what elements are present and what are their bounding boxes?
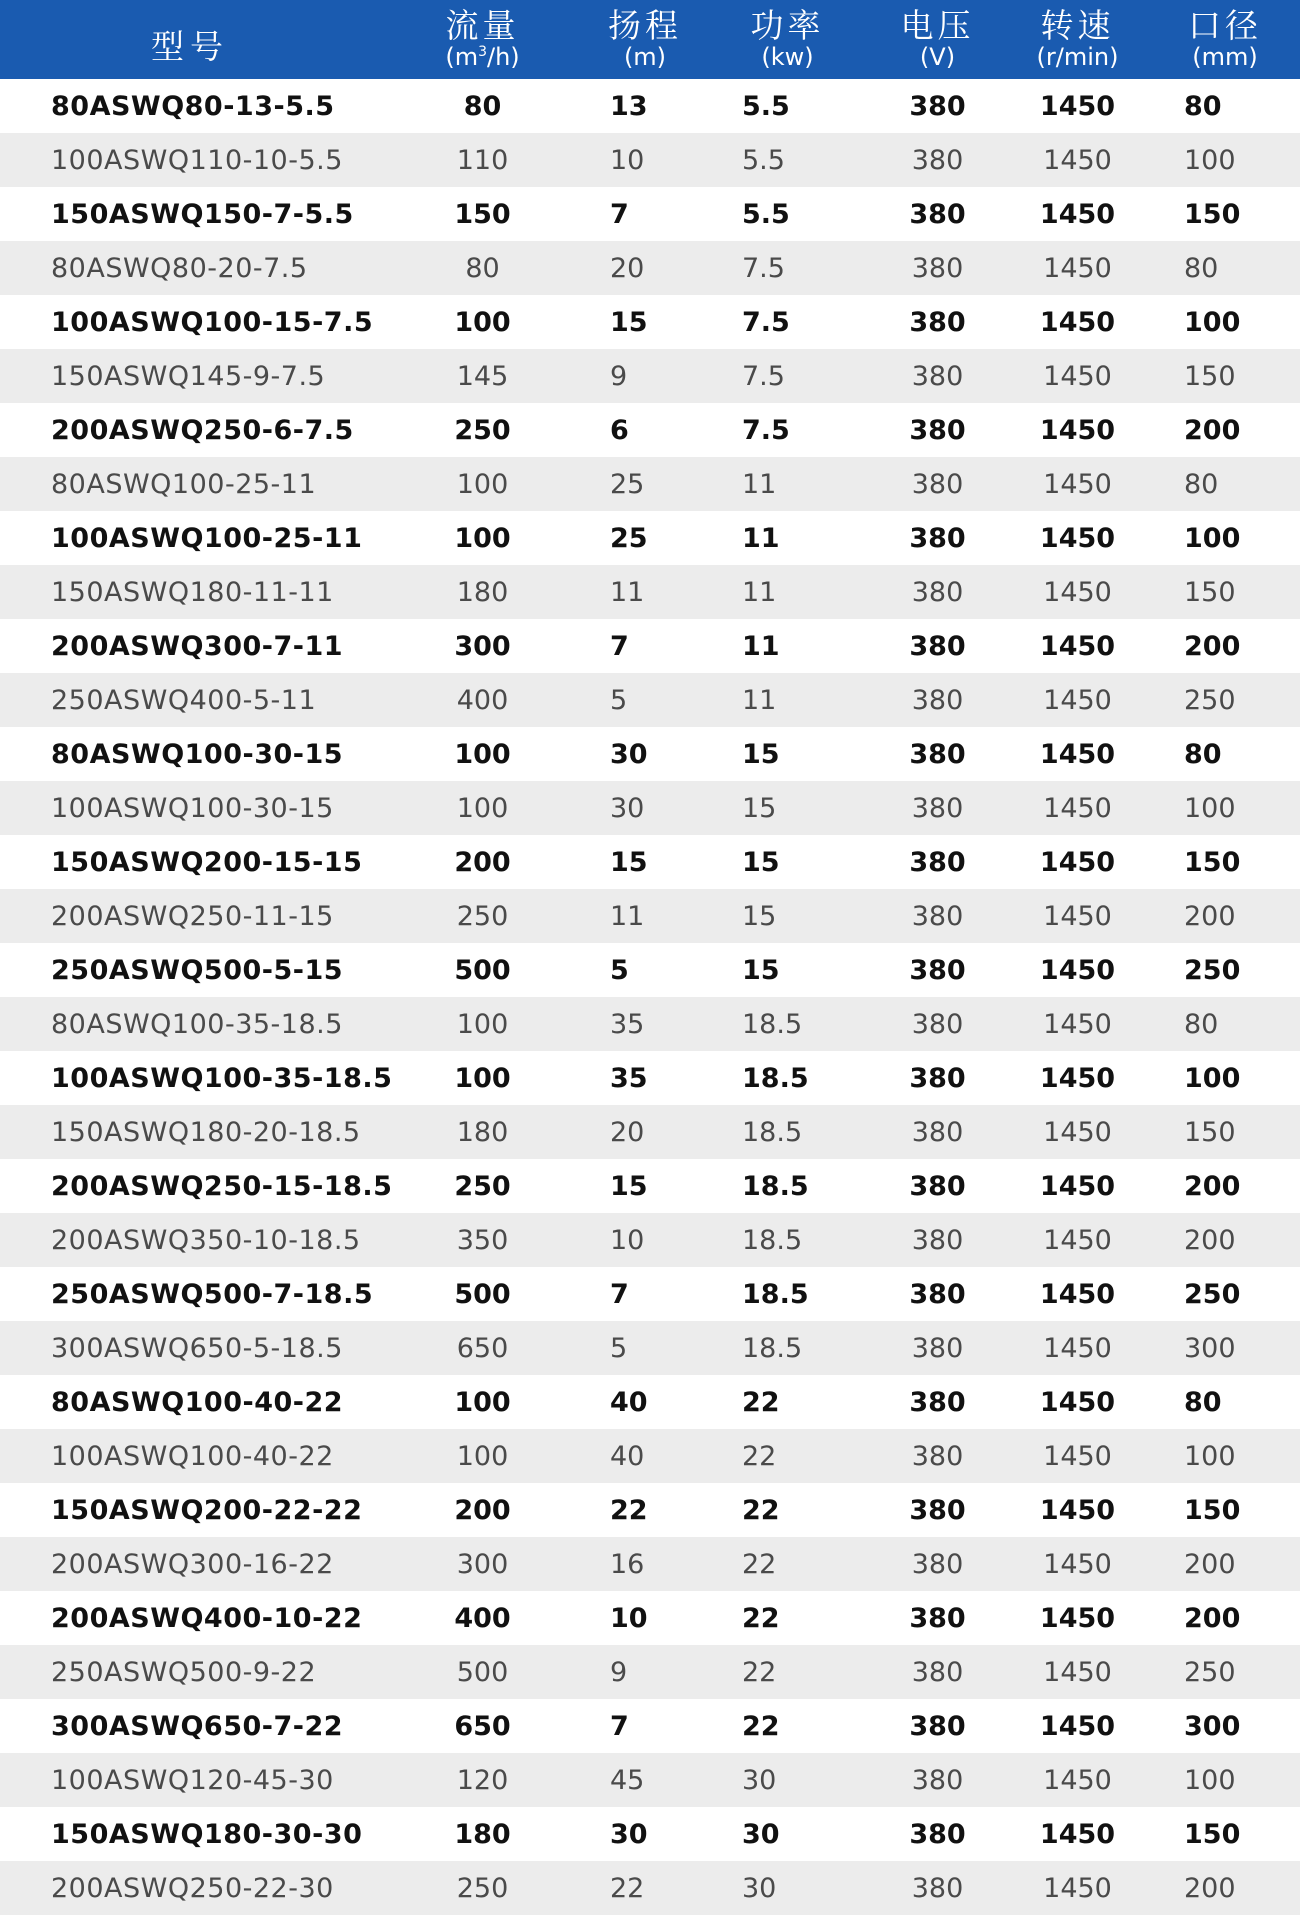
cell-flow: 180	[456, 1116, 509, 1148]
cell-power: 18.5	[742, 1062, 809, 1094]
cell-speed: 1450	[1039, 1170, 1116, 1202]
cell-voltage: 380	[909, 306, 966, 338]
cell-speed: 1450	[1039, 1278, 1116, 1310]
cell-model: 100ASWQ100-40-22	[51, 1440, 334, 1472]
table-row	[0, 1051, 1300, 1105]
cell-power: 5.5	[742, 90, 790, 122]
cell-speed: 1450	[1039, 306, 1116, 338]
cell-model: 100ASWQ110-10-5.5	[51, 144, 343, 176]
cell-speed: 1450	[1039, 198, 1116, 230]
cell-head: 15	[610, 846, 648, 878]
cell-power: 18.5	[742, 1224, 803, 1256]
cell-power: 18.5	[742, 1278, 809, 1310]
cell-head: 5	[610, 684, 628, 716]
cell-head: 20	[610, 252, 645, 284]
cell-power: 7.5	[742, 414, 790, 446]
cell-model: 80ASWQ100-25-11	[51, 468, 317, 500]
cell-bore: 150	[1184, 846, 1241, 878]
cell-power: 11	[742, 630, 780, 662]
cell-power: 15	[742, 846, 780, 878]
cell-speed: 1450	[1043, 252, 1112, 284]
table-body	[0, 79, 1300, 1915]
cell-head: 40	[610, 1386, 648, 1418]
cell-flow: 100	[454, 522, 511, 554]
table-row	[0, 565, 1300, 619]
cell-model: 150ASWQ200-15-15	[51, 846, 363, 878]
cell-speed: 1450	[1039, 1602, 1116, 1634]
cell-flow: 500	[454, 1278, 511, 1310]
table-row	[0, 349, 1300, 403]
cell-flow: 180	[456, 576, 509, 608]
cell-model: 250ASWQ400-5-11	[51, 684, 317, 716]
cell-speed: 1450	[1039, 1710, 1116, 1742]
cell-head: 13	[610, 90, 648, 122]
header-voltage-title: 电压	[900, 6, 975, 45]
cell-power: 22	[742, 1440, 777, 1472]
cell-voltage: 380	[909, 522, 966, 554]
cell-model: 200ASWQ250-11-15	[51, 900, 334, 932]
cell-model: 80ASWQ80-13-5.5	[51, 90, 335, 122]
cell-model: 200ASWQ250-6-7.5	[51, 414, 354, 446]
cell-speed: 1450	[1039, 522, 1116, 554]
cell-speed: 1450	[1039, 1062, 1116, 1094]
table-row	[0, 1591, 1300, 1645]
cell-model: 100ASWQ120-45-30	[51, 1764, 334, 1796]
table-row	[0, 1321, 1300, 1375]
cell-model: 100ASWQ100-30-15	[51, 792, 334, 824]
cell-model: 200ASWQ400-10-22	[51, 1602, 363, 1634]
cell-power: 30	[742, 1764, 777, 1796]
cell-speed: 1450	[1039, 90, 1116, 122]
table-row	[0, 1375, 1300, 1429]
header-power	[705, 0, 870, 79]
table-row	[0, 1861, 1300, 1915]
header-speed	[1005, 0, 1150, 79]
cell-voltage: 380	[909, 1710, 966, 1742]
header-row	[0, 0, 1300, 79]
cell-speed: 1450	[1039, 414, 1116, 446]
table-row	[0, 79, 1300, 133]
cell-bore: 250	[1184, 1278, 1241, 1310]
cell-bore: 150	[1184, 1116, 1236, 1148]
cell-speed: 1450	[1039, 738, 1116, 770]
cell-bore: 200	[1184, 1224, 1236, 1256]
cell-power: 22	[742, 1710, 780, 1742]
cell-speed: 1450	[1043, 1224, 1112, 1256]
cell-head: 22	[610, 1494, 648, 1526]
table-row	[0, 241, 1300, 295]
cell-bore: 200	[1184, 900, 1236, 932]
cell-speed: 1450	[1043, 360, 1112, 392]
cell-model: 150ASWQ180-20-18.5	[51, 1116, 361, 1148]
cell-speed: 1450	[1043, 1332, 1112, 1364]
cell-speed: 1450	[1043, 792, 1112, 824]
cell-voltage: 380	[909, 414, 966, 446]
cell-voltage: 380	[909, 954, 966, 986]
cell-head: 15	[610, 1170, 648, 1202]
cell-speed: 1450	[1043, 1764, 1112, 1796]
table-row	[0, 835, 1300, 889]
cell-speed: 1450	[1043, 468, 1112, 500]
cell-bore: 200	[1184, 1170, 1241, 1202]
cell-speed: 1450	[1043, 1440, 1112, 1472]
table-row	[0, 889, 1300, 943]
cell-bore: 150	[1184, 198, 1241, 230]
cell-model: 250ASWQ500-7-18.5	[51, 1278, 374, 1310]
cell-bore: 300	[1184, 1332, 1236, 1364]
cell-head: 7	[610, 1278, 629, 1310]
cell-bore: 80	[1184, 90, 1222, 122]
table-row	[0, 133, 1300, 187]
cell-speed: 1450	[1043, 1548, 1112, 1580]
cell-power: 7.5	[742, 306, 790, 338]
cell-model: 150ASWQ180-30-30	[51, 1818, 363, 1850]
cell-head: 25	[610, 522, 648, 554]
cell-head: 7	[610, 198, 629, 230]
header-flow	[380, 0, 585, 79]
cell-flow: 350	[456, 1224, 509, 1256]
cell-head: 35	[610, 1008, 645, 1040]
cell-model: 80ASWQ100-40-22	[51, 1386, 344, 1418]
cell-head: 11	[610, 576, 645, 608]
cell-speed: 1450	[1039, 846, 1116, 878]
cell-voltage: 380	[909, 738, 966, 770]
cell-voltage: 380	[911, 1332, 964, 1364]
cell-bore: 100	[1184, 1062, 1241, 1094]
cell-voltage: 380	[909, 90, 966, 122]
cell-head: 7	[610, 630, 629, 662]
table-row	[0, 1699, 1300, 1753]
cell-power: 7.5	[742, 360, 785, 392]
cell-flow: 300	[456, 1548, 509, 1580]
cell-flow: 250	[454, 1170, 511, 1202]
cell-voltage: 380	[911, 684, 964, 716]
cell-head: 35	[610, 1062, 648, 1094]
cell-bore: 200	[1184, 1602, 1241, 1634]
cell-bore: 150	[1184, 576, 1236, 608]
cell-speed: 1450	[1039, 630, 1116, 662]
cell-bore: 250	[1184, 684, 1236, 716]
header-power-unit: (kw)	[761, 43, 814, 71]
cell-head: 5	[610, 954, 629, 986]
header-flow-title: 流量	[445, 6, 520, 45]
cell-voltage: 380	[909, 1818, 966, 1850]
cell-model: 80ASWQ80-20-7.5	[51, 252, 308, 284]
cell-voltage: 380	[911, 1656, 964, 1688]
cell-voltage: 380	[911, 468, 964, 500]
cell-voltage: 380	[911, 576, 964, 608]
cell-power: 30	[742, 1872, 777, 1904]
cell-bore: 300	[1184, 1710, 1241, 1742]
cell-model: 250ASWQ500-9-22	[51, 1656, 317, 1688]
table-row	[0, 511, 1300, 565]
cell-head: 11	[610, 900, 645, 932]
cell-bore: 200	[1184, 630, 1241, 662]
cell-bore: 100	[1184, 522, 1241, 554]
header-head-unit: (m)	[623, 43, 667, 71]
cell-flow: 100	[454, 1062, 511, 1094]
cell-speed: 1450	[1043, 144, 1112, 176]
cell-power: 7.5	[742, 252, 785, 284]
cell-head: 10	[610, 1224, 645, 1256]
cell-head: 20	[610, 1116, 645, 1148]
cell-flow: 400	[454, 1602, 511, 1634]
table-row	[0, 1429, 1300, 1483]
cell-power: 18.5	[742, 1008, 803, 1040]
cell-voltage: 380	[909, 1602, 966, 1634]
cell-head: 15	[610, 306, 648, 338]
cell-head: 40	[610, 1440, 645, 1472]
cell-power: 18.5	[742, 1116, 803, 1148]
table-row	[0, 673, 1300, 727]
cell-power: 22	[742, 1548, 777, 1580]
cell-speed: 1450	[1039, 1818, 1116, 1850]
cell-flow: 120	[456, 1764, 509, 1796]
table-row	[0, 997, 1300, 1051]
cell-flow: 500	[456, 1656, 509, 1688]
table-row	[0, 619, 1300, 673]
header-speed-unit: (r/min)	[1036, 43, 1119, 71]
table-row	[0, 457, 1300, 511]
cell-flow: 200	[454, 846, 511, 878]
cell-model: 80ASWQ100-35-18.5	[51, 1008, 343, 1040]
header-voltage-unit: (V)	[919, 43, 956, 71]
header-flow-unit: $(m^3/h)$	[445, 43, 520, 71]
cell-flow: 650	[454, 1710, 511, 1742]
cell-head: 30	[610, 738, 648, 770]
cell-model: 200ASWQ300-7-11	[51, 630, 344, 662]
cell-head: 30	[610, 792, 645, 824]
cell-head: 25	[610, 468, 645, 500]
cell-voltage: 380	[911, 1440, 964, 1472]
cell-voltage: 380	[911, 252, 964, 284]
cell-model: 150ASWQ200-22-22	[51, 1494, 363, 1526]
cell-bore: 200	[1184, 414, 1241, 446]
header-speed-title: 转速	[1040, 6, 1115, 45]
cell-voltage: 380	[909, 1278, 966, 1310]
cell-voltage: 380	[911, 1224, 964, 1256]
table-row	[0, 187, 1300, 241]
cell-head: 10	[610, 1602, 648, 1634]
cell-bore: 250	[1184, 954, 1241, 986]
cell-voltage: 380	[909, 1062, 966, 1094]
cell-voltage: 380	[911, 144, 964, 176]
table-row	[0, 727, 1300, 781]
table-row	[0, 1807, 1300, 1861]
header-head-title: 扬程	[608, 6, 682, 45]
cell-model: 80ASWQ100-30-15	[51, 738, 344, 770]
cell-head: 9	[610, 360, 628, 392]
cell-head: 10	[610, 144, 645, 176]
cell-flow: 110	[456, 144, 509, 176]
cell-power: 22	[742, 1656, 777, 1688]
cell-voltage: 380	[911, 360, 964, 392]
cell-head: 6	[610, 414, 629, 446]
cell-flow: 100	[456, 792, 509, 824]
cell-speed: 1450	[1039, 954, 1116, 986]
cell-power: 15	[742, 954, 780, 986]
cell-bore: 100	[1184, 1440, 1236, 1472]
cell-power: 18.5	[742, 1170, 809, 1202]
cell-bore: 200	[1184, 1548, 1236, 1580]
cell-bore: 80	[1184, 252, 1219, 284]
cell-speed: 1450	[1043, 900, 1112, 932]
cell-power: 30	[742, 1818, 780, 1850]
table-row	[0, 1159, 1300, 1213]
cell-speed: 1450	[1039, 1494, 1116, 1526]
cell-power: 5.5	[742, 198, 790, 230]
cell-head: 45	[610, 1764, 645, 1796]
cell-speed: 1450	[1043, 1656, 1112, 1688]
cell-voltage: 380	[909, 630, 966, 662]
cell-bore: 100	[1184, 792, 1236, 824]
table-row	[0, 1267, 1300, 1321]
cell-speed: 1450	[1043, 684, 1112, 716]
cell-bore: 200	[1184, 1872, 1236, 1904]
cell-head: 9	[610, 1656, 628, 1688]
cell-head: 16	[610, 1548, 645, 1580]
table-row	[0, 1645, 1300, 1699]
cell-power: 5.5	[742, 144, 785, 176]
cell-flow: 145	[456, 360, 509, 392]
table-row	[0, 403, 1300, 457]
cell-voltage: 380	[911, 792, 964, 824]
cell-model: 100ASWQ100-35-18.5	[51, 1062, 393, 1094]
cell-voltage: 380	[911, 1872, 964, 1904]
cell-voltage: 380	[909, 1386, 966, 1418]
table-row	[0, 1483, 1300, 1537]
cell-power: 11	[742, 468, 777, 500]
cell-voltage: 380	[911, 900, 964, 932]
table-row	[0, 943, 1300, 997]
cell-head: 7	[610, 1710, 629, 1742]
cell-flow: 80	[463, 90, 502, 122]
cell-speed: 1450	[1043, 1116, 1112, 1148]
cell-flow: 150	[454, 198, 511, 230]
cell-power: 22	[742, 1386, 780, 1418]
cell-flow: 300	[454, 630, 511, 662]
table-row	[0, 1753, 1300, 1807]
cell-power: 11	[742, 576, 777, 608]
header-bore	[1150, 0, 1300, 79]
cell-voltage: 380	[909, 198, 966, 230]
header-voltage	[870, 0, 1005, 79]
cell-model: 200ASWQ350-10-18.5	[51, 1224, 361, 1256]
cell-model: 200ASWQ250-22-30	[51, 1872, 334, 1904]
cell-flow: 100	[456, 1440, 509, 1472]
cell-voltage: 380	[911, 1548, 964, 1580]
cell-flow: 100	[454, 738, 511, 770]
cell-flow: 650	[456, 1332, 509, 1364]
table-row	[0, 1537, 1300, 1591]
cell-flow: 80	[465, 252, 500, 284]
cell-speed: 1450	[1043, 1008, 1112, 1040]
cell-bore: 80	[1184, 468, 1219, 500]
cell-power: 11	[742, 522, 780, 554]
cell-bore: 80	[1184, 1386, 1222, 1418]
header-bore-unit: (mm)	[1192, 43, 1258, 71]
cell-voltage: 380	[909, 1494, 966, 1526]
cell-voltage: 380	[909, 1170, 966, 1202]
cell-bore: 150	[1184, 360, 1236, 392]
cell-power: 22	[742, 1602, 780, 1634]
cell-voltage: 380	[911, 1116, 964, 1148]
cell-voltage: 380	[911, 1764, 964, 1796]
cell-bore: 150	[1184, 1494, 1241, 1526]
table-header	[0, 0, 1300, 79]
cell-power: 11	[742, 684, 777, 716]
cell-bore: 100	[1184, 144, 1236, 176]
cell-flow: 100	[454, 1386, 511, 1418]
cell-bore: 100	[1184, 1764, 1236, 1796]
cell-flow: 250	[456, 1872, 509, 1904]
table-row	[0, 295, 1300, 349]
cell-head: 5	[610, 1332, 628, 1364]
cell-flow: 100	[456, 468, 509, 500]
cell-model: 100ASWQ100-15-7.5	[51, 306, 374, 338]
header-bore-title: 口径	[1188, 6, 1262, 45]
cell-model: 250ASWQ500-5-15	[51, 954, 344, 986]
cell-flow: 100	[454, 306, 511, 338]
cell-power: 15	[742, 792, 777, 824]
cell-power: 15	[742, 900, 777, 932]
cell-flow: 400	[456, 684, 509, 716]
cell-model: 200ASWQ250-15-18.5	[51, 1170, 393, 1202]
cell-flow: 100	[456, 1008, 509, 1040]
header-model: 型号	[151, 27, 229, 66]
cell-model: 150ASWQ180-11-11	[51, 576, 334, 608]
table-row	[0, 1105, 1300, 1159]
cell-model: 150ASWQ150-7-5.5	[51, 198, 354, 230]
cell-bore: 250	[1184, 1656, 1236, 1688]
table-row	[0, 781, 1300, 835]
cell-model: 100ASWQ100-25-11	[51, 522, 363, 554]
cell-flow: 180	[454, 1818, 511, 1850]
header-power-title: 功率	[750, 6, 825, 45]
cell-power: 18.5	[742, 1332, 803, 1364]
cell-voltage: 380	[909, 846, 966, 878]
cell-power: 22	[742, 1494, 780, 1526]
cell-flow: 250	[454, 414, 511, 446]
cell-head: 30	[610, 1818, 648, 1850]
cell-bore: 80	[1184, 738, 1222, 770]
cell-speed: 1450	[1039, 1386, 1116, 1418]
cell-bore: 80	[1184, 1008, 1219, 1040]
cell-flow: 200	[454, 1494, 511, 1526]
cell-bore: 100	[1184, 306, 1241, 338]
cell-power: 15	[742, 738, 780, 770]
header-head	[585, 0, 705, 79]
cell-voltage: 380	[911, 1008, 964, 1040]
cell-bore: 150	[1184, 1818, 1241, 1850]
cell-speed: 1450	[1043, 1872, 1112, 1904]
cell-flow: 250	[456, 900, 509, 932]
cell-model: 300ASWQ650-7-22	[51, 1710, 344, 1742]
table-row	[0, 1213, 1300, 1267]
cell-head: 22	[610, 1872, 645, 1904]
cell-model: 200ASWQ300-16-22	[51, 1548, 334, 1580]
cell-flow: 500	[454, 954, 511, 986]
cell-model: 150ASWQ145-9-7.5	[51, 360, 326, 392]
cell-speed: 1450	[1043, 576, 1112, 608]
cell-model: 300ASWQ650-5-18.5	[51, 1332, 343, 1364]
